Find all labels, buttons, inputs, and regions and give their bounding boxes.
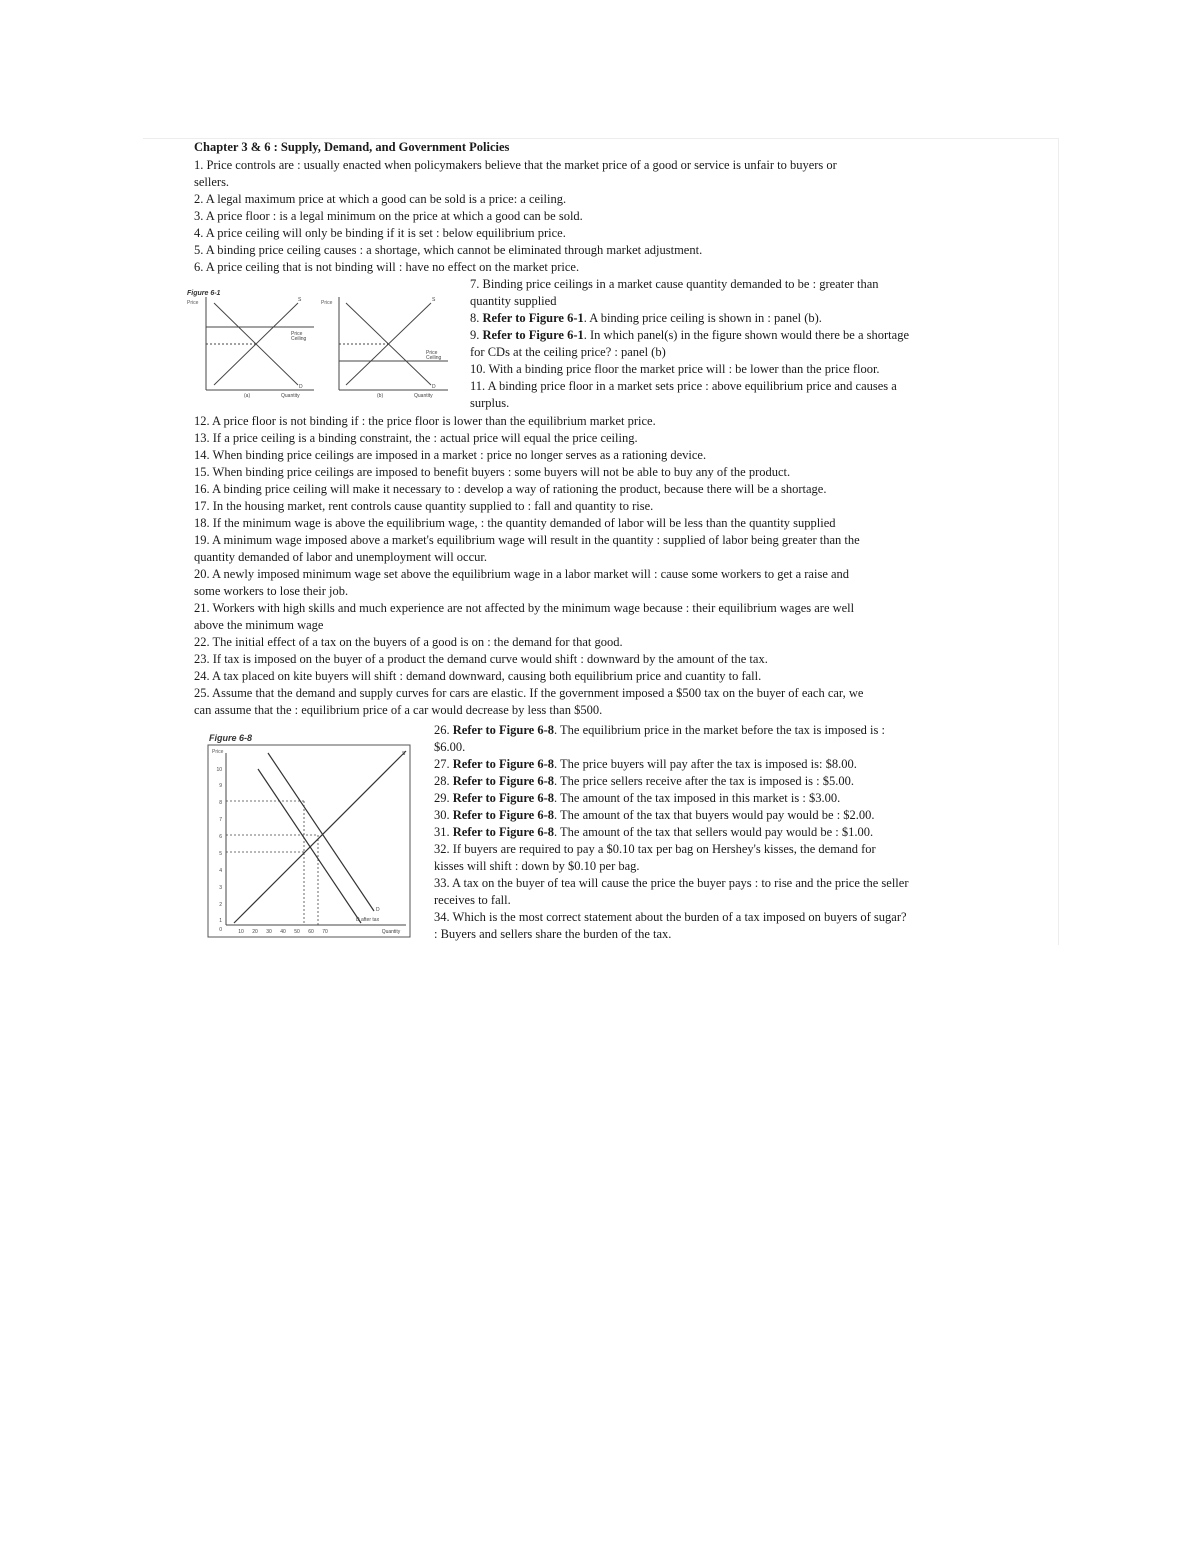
x-tick-label: 70 [322, 929, 328, 935]
figure-reference: Refer to Figure 6-8 [452, 825, 554, 839]
supply-curve [234, 751, 406, 923]
demand-after-tax-label: D after tax [356, 917, 380, 923]
text-line: kisses will shift : down by $0.10 per bag. [434, 859, 640, 873]
text-line: some workers to lose their job. [194, 584, 349, 598]
x-tick-label: 60 [308, 929, 314, 935]
x-axis-label: Quantity [381, 929, 401, 935]
question-number: 26. [434, 723, 453, 737]
text-line: $6.00. [434, 740, 466, 754]
x-axis-label: Quantity [281, 393, 300, 399]
ref-line [434, 773, 854, 790]
text-line: 18. If the minimum wage is above the equilibrium wage, : the quantity demanded of labor will be less than the quantity supplied [194, 516, 836, 530]
text-line: 19. A minimum wage imposed above a market's equilibrium wage will result in the quantity : supplied of labor being greater than the [194, 533, 860, 547]
text-line: 5. A binding price ceiling causes : a shortage, which cannot be eliminated through market adjustment. [194, 243, 703, 257]
text-line: 15. When binding price ceilings are imposed to benefit buyers : some buyers will not be able to buy any of the product. [194, 465, 791, 479]
y-tick-label: 6 [219, 834, 222, 840]
text-line: 11. A binding price floor in a market sets price : above equilibrium price and causes a [470, 379, 897, 393]
ceiling-label: Price [426, 350, 438, 356]
text-line: 25. Assume that the demand and supply curves for cars are elastic. If the government imposed a $500 tax on the buyer of each car, we [194, 686, 864, 700]
y-tick-label: 7 [219, 817, 222, 823]
figure-reference: Refer to Figure 6-8 [452, 791, 554, 805]
figure-reference: Refer to Figure 6-8 [452, 723, 554, 737]
guide-lines [226, 801, 318, 925]
question-number: 8. [470, 311, 483, 325]
ref-line [434, 807, 875, 824]
figure-reference: Refer to Figure 6-1 [482, 311, 584, 325]
y-tick-label: 1 [219, 918, 222, 924]
question-number: 28. [434, 774, 453, 788]
text-line: 21. Workers with high skills and much experience are not affected by the minimum wage because : their equilibrium wages are well [194, 601, 855, 615]
x-tick-label: 10 [238, 929, 244, 935]
demand-label: D [432, 384, 436, 390]
question-text: . The equilibrium price in the market before the tax is imposed is : [554, 723, 885, 737]
text-line: 22. The initial effect of a tax on the buyers of a good is on : the demand for that good. [194, 635, 623, 649]
question-text: . The amount of the tax that sellers would pay would be : $1.00. [554, 825, 874, 839]
text-line: can assume that the : equilibrium price of a car would decrease by less than $500. [194, 703, 603, 717]
question-number: 31. [434, 825, 453, 839]
figure-title: Figure 6-8 [209, 733, 253, 743]
question-number: 30. [434, 808, 453, 822]
text-line: above the minimum wage [194, 618, 324, 632]
question-number: 27. [434, 757, 453, 771]
ref-line [470, 310, 822, 327]
text-line: 1. Price controls are : usually enacted when policymakers believe that the market price of a good or service is unfair to buyers or [194, 158, 837, 172]
figure-title: Figure 6-1 [187, 290, 221, 297]
ref-line [434, 756, 857, 773]
text-line: 34. Which is the most correct statement about the burden of a tax imposed on buyers of sugar? [434, 910, 907, 924]
figure-reference: Refer to Figure 6-8 [452, 774, 554, 788]
ref-line [434, 790, 840, 807]
text-line: 14. When binding price ceilings are imposed in a market : price no longer serves as a rationing device. [194, 448, 707, 462]
panel-label: (a) [244, 393, 251, 399]
text-line: : Buyers and sellers share the burden of the tax. [434, 927, 672, 941]
ref-line [470, 327, 909, 344]
figure-reference: Refer to Figure 6-1 [482, 328, 584, 342]
y-tick-label: 9 [219, 783, 222, 789]
x-tick-label: 30 [266, 929, 272, 935]
ceiling-label: Ceiling [426, 355, 442, 361]
supply-label: S [402, 751, 406, 757]
question-text: . In which panel(s) in the figure shown would there be a shortage [583, 328, 910, 342]
text-line: 10. With a binding price floor the market price will : be lower than the price floor. [470, 362, 880, 376]
panel-a [206, 297, 314, 399]
text-line: quantity demanded of labor and unemployment will occur. [194, 550, 487, 564]
demand-after-tax-curve [258, 769, 361, 923]
text-line: 16. A binding price ceiling will make it necessary to : develop a way of rationing the product, because there will be a shortage. [194, 482, 827, 496]
figure-6-1 [186, 285, 456, 403]
document-title: Chapter 3 & 6 : Supply, Demand, and Government Policies [194, 140, 510, 154]
y-axis-label: Price [321, 300, 333, 306]
y-axis-label: Price [187, 300, 199, 306]
x-tick-label: 50 [294, 929, 300, 935]
text-line: 2. A legal maximum price at which a good can be sold is a price: a ceiling. [194, 192, 567, 206]
ceiling-label: Ceiling [291, 336, 307, 342]
question-text: . The amount of the tax that buyers would pay would be : $2.00. [554, 808, 875, 822]
ref-line [434, 722, 885, 739]
text-line: 23. If tax is imposed on the buyer of a product the demand curve would shift : downward by the amount of the tax. [194, 652, 768, 666]
y-tick-label: 2 [219, 902, 222, 908]
ceiling-label: Price [291, 331, 303, 337]
text-line: 6. A price ceiling that is not binding will : have no effect on the market price. [194, 260, 580, 274]
question-text: . The price sellers receive after the tax is imposed is : $5.00. [554, 774, 855, 788]
text-line: quantity supplied [470, 294, 557, 308]
panel-label: (b) [377, 393, 384, 399]
text-line: surplus. [470, 396, 510, 410]
question-text: . A binding price ceiling is shown in : panel (b). [583, 311, 822, 325]
y-tick-label: 3 [219, 885, 222, 891]
figure-frame [208, 745, 410, 937]
text-line: 32. If buyers are required to pay a $0.10 tax per bag on Hershey's kisses, the demand for [434, 842, 876, 856]
text-line: 24. A tax placed on kite buyers will shift : demand downward, causing both equilibrium price and cuantity to fall. [194, 669, 762, 683]
x-axis-label: Quantity [414, 393, 433, 399]
figure-reference: Refer to Figure 6-8 [452, 757, 554, 771]
text-line: 33. A tax on the buyer of tea will cause the price the buyer pays : to rise and the price the seller [434, 876, 909, 890]
y-tick-label: 8 [219, 800, 222, 806]
text-line: 12. A price floor is not binding if : the price floor is lower than the equilibrium market price. [194, 414, 656, 428]
ref-line [434, 824, 873, 841]
text-line: 17. In the housing market, rent controls cause quantity supplied to : fall and quantity to rise. [194, 499, 654, 513]
demand-label: D [299, 384, 303, 390]
y-tick-label: 10 [216, 767, 222, 773]
question-text: . The price buyers will pay after the tax is imposed is: $8.00. [554, 757, 857, 771]
figure-reference: Refer to Figure 6-8 [452, 808, 554, 822]
text-line: 13. If a price ceiling is a binding constraint, the : actual price will equal the price ceiling. [194, 431, 638, 445]
text-line: receives to fall. [434, 893, 511, 907]
text-line: sellers. [194, 175, 230, 189]
text-line: 4. A price ceiling will only be binding if it is set : below equilibrium price. [194, 226, 566, 240]
panel-b [321, 297, 448, 399]
demand-label: D [376, 907, 380, 913]
x-tick-label: 20 [252, 929, 258, 935]
y-tick-label: 4 [219, 868, 222, 874]
y-axis-label: Price [212, 749, 224, 755]
origin-label: 0 [219, 927, 222, 933]
x-tick-label: 40 [280, 929, 286, 935]
question-text: . The amount of the tax imposed in this market is : $3.00. [554, 791, 841, 805]
demand-curve [268, 753, 374, 911]
question-number: 29. [434, 791, 453, 805]
question-number: 9. [470, 328, 483, 342]
figure-6-8 [206, 729, 412, 939]
text-line: for CDs at the ceiling price? : panel (b) [470, 345, 666, 359]
text-line: 20. A newly imposed minimum wage set above the equilibrium wage in a labor market will : cause some workers to get a raise and [194, 567, 850, 581]
supply-label: S [432, 297, 436, 303]
text-line: 3. A price floor : is a legal minimum on the price at which a good can be sold. [194, 209, 583, 223]
y-tick-label: 5 [219, 851, 222, 857]
text-line: 7. Binding price ceilings in a market cause quantity demanded to be : greater than [470, 277, 879, 291]
supply-label: S [298, 297, 302, 303]
